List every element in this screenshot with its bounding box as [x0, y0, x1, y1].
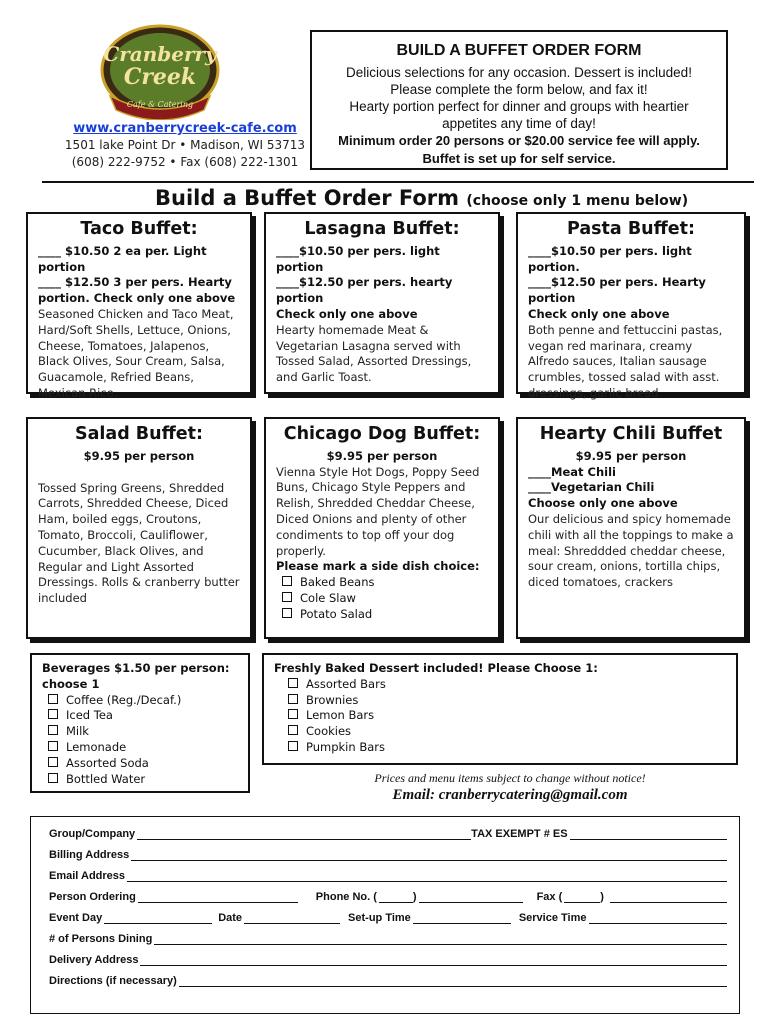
dessert-option[interactable] — [284, 740, 726, 756]
lasagna-title: Lasagna Buffet: — [304, 219, 460, 239]
persons-field[interactable] — [154, 933, 727, 945]
cranberry-creek-logo — [100, 24, 220, 120]
billing-field[interactable] — [131, 849, 727, 861]
salad-description: Tossed Spring Greens, Shredded Carrots, Shredded Cheese, Diced Ham, boiled eggs, Croutons, Tomato, Broccoli, Cauliflower, Cucumber, Black Olives, and Regular and Light Assorted Dressings. Rolls & cranberry butter included — [38, 480, 240, 606]
beverage-label: Coffee (Reg./Decaf.) — [66, 692, 182, 707]
beverages-sub: choose 1 — [42, 676, 100, 691]
checkbox[interactable] — [48, 757, 58, 767]
taco-price-hearty[interactable]: ____ $12.50 3 per pers. Hearty — [38, 275, 232, 290]
email-label: Email Address — [49, 870, 126, 882]
phone-label: Phone No. ( — [315, 891, 377, 903]
checkbox[interactable] — [288, 741, 298, 751]
header-self-service: Buffet is set up for self service. — [422, 151, 616, 166]
salad-buffet-box — [26, 417, 252, 639]
taco-instruction: portion. Check only one above — [38, 291, 236, 306]
beverage-option[interactable] — [44, 772, 238, 788]
header-line2: Please complete the form below, and fax it! — [390, 82, 648, 97]
event-row — [49, 910, 727, 924]
beverage-label: Milk — [66, 724, 89, 739]
chili-description: Our delicious and spicy homemade chili with all the toppings to make a meal: Shreddded cheddar cheese, sour cream, onions, tortilla chips, diced tomatoes, crackers — [528, 511, 734, 590]
dessert-box — [262, 653, 738, 765]
service-field[interactable] — [589, 912, 728, 924]
group-label: Group/Company — [49, 828, 136, 840]
header-title: BUILD A BUFFET ORDER FORM — [396, 42, 642, 59]
lasagna-price-light[interactable]: ____$10.50 per pers. light portion — [276, 243, 440, 274]
directions-field[interactable] — [179, 975, 727, 987]
chili-instruction: Choose only one above — [528, 496, 678, 511]
billing-label: Billing Address — [49, 849, 130, 861]
taco-description: Seasoned Chicken and Taco Meat, Hard/Soft Shells, Lettuce, Onions, Cheese, Tomatoes, Jalapenos, Black Olives, Sour Cream, Salsa, Guacamole, Refried Beans, Mexican Rice. — [38, 306, 234, 400]
header-line4: appetites any time of day! — [442, 116, 596, 131]
checkbox[interactable] — [282, 576, 292, 586]
lasagna-description: Hearty homemade Meat & Vegetarian Lasagna served with Tossed Salad, Assorted Dressings, and Garlic Toast. — [276, 322, 472, 385]
phone-field[interactable] — [419, 891, 523, 903]
directions-row — [49, 973, 727, 987]
dessert-option[interactable] — [284, 708, 726, 724]
directions-label: Directions (if necessary) — [49, 975, 177, 987]
header-line3: Hearty portion perfect for dinner and groups with heartier — [349, 99, 689, 114]
fax-paren: ) — [600, 891, 604, 903]
pasta-price-light[interactable]: ____$10.50 per pers. light portion. — [528, 243, 692, 274]
side-label: Potato Salad — [300, 606, 373, 621]
beverage-label: Assorted Soda — [66, 755, 149, 770]
address-line: 1501 lake Point Dr • Madison, WI 53713 — [64, 138, 306, 152]
beverage-label: Iced Tea — [66, 708, 113, 723]
email-field[interactable] — [127, 870, 727, 882]
checkbox[interactable] — [48, 773, 58, 783]
page-title — [155, 186, 688, 210]
page-title-text: Build a Buffet Order Form — [155, 186, 460, 210]
beverages-title: Beverages $1.50 per person: — [42, 661, 230, 675]
chili-buffet-box — [516, 417, 746, 639]
tax-field[interactable] — [570, 828, 727, 840]
taco-buffet-box — [26, 212, 252, 400]
fax-area-field[interactable] — [564, 891, 600, 903]
persons-row — [49, 931, 727, 945]
side-label: Baked Beans — [300, 575, 375, 590]
beverage-option[interactable] — [44, 724, 238, 740]
pasta-title: Pasta Buffet: — [566, 219, 696, 239]
salad-price: $9.95 per person — [83, 448, 195, 463]
side-option[interactable] — [278, 591, 488, 607]
beverage-label: Lemonade — [66, 739, 127, 754]
phone-area-field[interactable] — [379, 891, 413, 903]
pasta-instruction: Check only one above — [528, 306, 670, 321]
checkbox[interactable] — [48, 725, 58, 735]
group-field[interactable] — [137, 828, 471, 840]
pasta-buffet-box — [516, 212, 746, 400]
side-option[interactable] — [278, 575, 488, 591]
logo-line1: Cranberry — [103, 42, 217, 66]
delivery-label: Delivery Address — [49, 954, 139, 966]
service-label: Service Time — [518, 912, 587, 924]
beverage-option[interactable] — [44, 708, 238, 724]
checkbox[interactable] — [282, 592, 292, 602]
checkbox[interactable] — [282, 608, 292, 618]
price-notice: Prices and menu items subject to change without notice! — [374, 771, 646, 785]
chicago-dog-buffet-box — [264, 417, 500, 639]
header-box — [310, 30, 728, 170]
dessert-option[interactable] — [284, 724, 726, 740]
header-line1: Delicious selections for any occasion. Dessert is included! — [346, 65, 692, 80]
fax-label: Fax ( — [536, 891, 563, 903]
checkbox[interactable] — [48, 741, 58, 751]
lasagna-price-hearty[interactable]: ____$12.50 per pers. hearty portion — [276, 275, 453, 306]
header-minimum: Minimum order 20 persons or $20.00 service fee will apply. — [338, 133, 700, 148]
email-row — [49, 868, 727, 882]
pasta-description: Both penne and fettuccini pastas, vegan red marinara, creamy Alfredo sauces, Italian sausage crumbles, tossed salad with asst. dressings, garlic bread. — [528, 322, 723, 400]
dessert-label: Assorted Bars — [306, 676, 386, 691]
dessert-title: Freshly Baked Dessert included! Please Choose 1: — [274, 661, 598, 675]
contact-email[interactable]: Email: cranberrycatering@gmail.com — [392, 787, 628, 803]
checkbox[interactable] — [48, 709, 58, 719]
beverage-option[interactable] — [44, 756, 238, 772]
phone-paren: ) — [412, 891, 417, 903]
chili-veg-option[interactable]: ____Vegetarian Chili — [528, 480, 655, 495]
chili-meat-option[interactable]: ____Meat Chili — [528, 464, 616, 479]
dessert-label: Lemon Bars — [306, 708, 375, 723]
checkbox[interactable] — [288, 709, 298, 719]
persons-label: # of Persons Dining — [49, 933, 153, 945]
checkbox[interactable] — [288, 678, 298, 688]
logo-ribbon: Cafe & Catering — [126, 100, 194, 109]
chicago-title: Chicago Dog Buffet: — [283, 424, 481, 444]
person-label: Person Ordering — [49, 891, 136, 903]
chicago-description: Vienna Style Hot Dogs, Poppy Seed Buns, Chicago Style Peppers and Relish, Shredded Cheddar Cheese, Diced Onions and plenty of other condiments to top off your dog properly. — [276, 464, 480, 558]
beverage-option[interactable] — [44, 740, 238, 756]
date-label: Date — [218, 912, 243, 924]
order-form — [30, 816, 740, 1014]
billing-row — [49, 847, 727, 861]
delivery-row — [49, 952, 727, 966]
salad-title: Salad Buffet: — [74, 424, 204, 444]
taco-price-light[interactable]: ____ $10.50 2 ea per. Light portion — [38, 243, 207, 274]
dessert-label: Cookies — [306, 724, 352, 739]
taco-title: Taco Buffet: — [80, 219, 198, 239]
side-label: Cole Slaw — [300, 590, 356, 605]
checkbox[interactable] — [288, 694, 298, 704]
phone-line: (608) 222-9752 • Fax (608) 222-1301 — [71, 155, 299, 169]
website-line — [40, 121, 330, 136]
dessert-option[interactable] — [284, 677, 726, 693]
chicago-price: $9.95 per person — [326, 448, 438, 463]
beverages-box — [30, 653, 250, 793]
dessert-label: Brownies — [306, 692, 359, 707]
event-day-label: Event Day — [49, 912, 103, 924]
chicago-side-prompt: Please mark a side dish choice: — [276, 559, 480, 574]
page-title-sub: (choose only 1 menu below) — [466, 193, 689, 209]
setup-field[interactable] — [413, 912, 511, 924]
beverage-option[interactable] — [44, 693, 238, 709]
checkbox[interactable] — [288, 725, 298, 735]
lasagna-buffet-box — [264, 212, 500, 394]
fax-field[interactable] — [610, 891, 727, 903]
pasta-price-hearty[interactable]: ____$12.50 per pers. Hearty portion — [528, 275, 706, 306]
lasagna-instruction: Check only one above — [276, 306, 418, 321]
chili-title: Hearty Chili Buffet — [539, 424, 723, 444]
website-link[interactable]: www.cranberrycreek-cafe.com — [73, 121, 297, 136]
chili-price: $9.95 per person — [575, 448, 687, 463]
person-field[interactable] — [138, 891, 298, 903]
divider — [42, 181, 754, 183]
dessert-option[interactable] — [284, 693, 726, 709]
group-row — [49, 826, 727, 840]
setup-label: Set-up Time — [348, 912, 411, 924]
checkbox[interactable] — [48, 694, 58, 704]
event-day-field[interactable] — [104, 912, 212, 924]
side-option[interactable] — [278, 607, 488, 623]
dessert-label: Pumpkin Bars — [306, 739, 385, 754]
logo-line2: Creek — [123, 64, 197, 90]
person-row — [49, 889, 727, 903]
date-field[interactable] — [244, 912, 340, 924]
beverage-label: Bottled Water — [66, 771, 146, 786]
delivery-field[interactable] — [140, 954, 727, 966]
tax-label: TAX EXEMPT # ES — [471, 828, 568, 840]
